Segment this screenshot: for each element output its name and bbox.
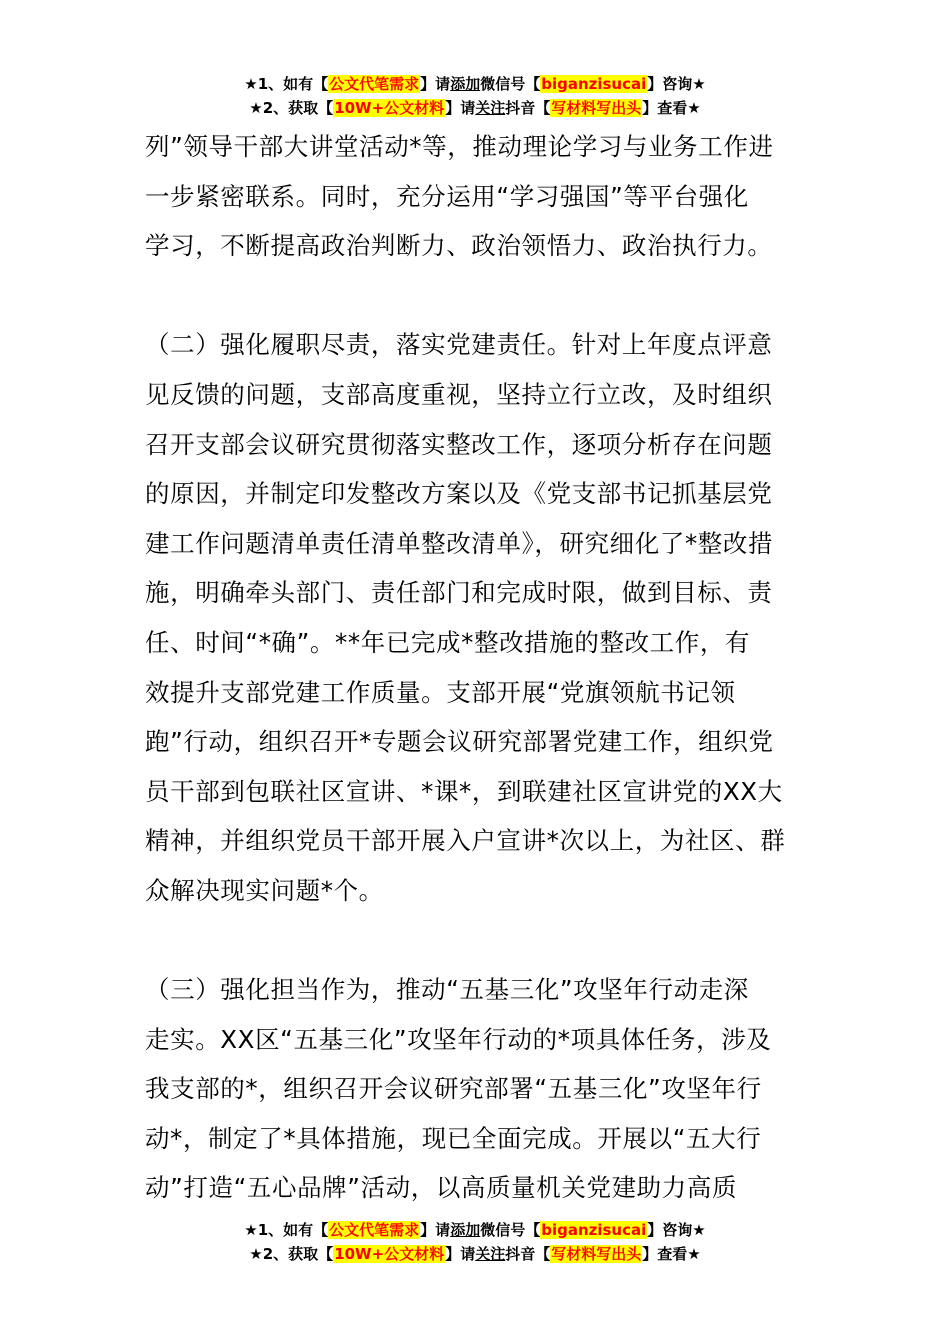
paragraph-continuation xyxy=(145,122,810,271)
promo-highlight: 写材料写出头 xyxy=(551,99,642,117)
promo-line-2: ★2、获取【10W+公文材料】请关注抖音【写材料写出头】查看★ xyxy=(249,1245,701,1263)
text-line: 众解决现实问题*个。 xyxy=(145,875,384,905)
text-line: 走实。XX区“五基三化”攻坚年行动的*项具体任务，涉及 xyxy=(145,1024,772,1054)
promo-highlight: 写材料写出头 xyxy=(551,1245,642,1263)
text-line: 跑”行动，组织召开*专题会议研究部署党建工作，组织党 xyxy=(145,727,774,757)
promo-highlight: 10W+公文材料 xyxy=(334,1245,445,1263)
promo-line-1: ★1、如有【公文代笔需求】请添加微信号【biganzisucai】咨询★ xyxy=(244,75,706,93)
document-body xyxy=(145,122,810,1213)
text-line: 员干部到包联社区宣讲、*课*，到联建社区宣讲党的XX大 xyxy=(145,776,783,806)
promo-line-2: ★2、获取【10W+公文材料】请关注抖音【写材料写出头】查看★ xyxy=(249,99,701,117)
promo-highlight: 公文代笔需求 xyxy=(329,75,420,93)
text-line: 动*，制定了*具体措施，现已全面完成。开展以“五大行 xyxy=(145,1123,762,1153)
footer-promo-banner xyxy=(0,1218,950,1266)
text-line: 我支部的*，组织召开会议研究部署“五基三化”攻坚年行 xyxy=(145,1074,762,1104)
paragraph-gap xyxy=(145,271,810,321)
promo-highlight: biganzisucai xyxy=(541,1221,647,1239)
text-line: （三）强化担当作为，推动“五基三化”攻坚年行动走深 xyxy=(145,975,749,1005)
text-line: （二）强化履职尽责，落实党建责任。针对上年度点评意 xyxy=(145,330,773,360)
promo-highlight: 10W+公文材料 xyxy=(334,99,445,117)
promo-line-1: ★1、如有【公文代笔需求】请添加微信号【biganzisucai】咨询★ xyxy=(244,1221,706,1239)
text-line: 召开支部会议研究贯彻落实整改工作，逐项分析存在问题 xyxy=(145,429,773,459)
text-line: 任、时间“*确”。**年已完成*整改措施的整改工作，有 xyxy=(145,627,751,657)
header-promo-banner xyxy=(0,72,950,120)
text-line: 一步紧密联系。同时，充分运用“学习强国”等平台强化 xyxy=(145,181,749,211)
text-line: 的原因，并制定印发整改方案以及《党支部书记抓基层党 xyxy=(145,479,773,509)
paragraph-gap xyxy=(145,916,810,966)
promo-highlight: 公文代笔需求 xyxy=(329,1221,420,1239)
paragraph-section-2 xyxy=(145,320,810,915)
paragraph-section-3 xyxy=(145,965,810,1213)
text-line: 施，明确牵头部门、责任部门和完成时限，做到目标、责 xyxy=(145,578,773,608)
text-line: 列”领导干部大讲堂活动*等，推动理论学习与业务工作进 xyxy=(145,132,774,161)
promo-highlight: biganzisucai xyxy=(541,75,647,93)
text-line: 效提升支部党建工作质量。支部开展“党旗领航书记领 xyxy=(145,677,736,707)
text-line: 学习，不断提高政治判断力、政治领悟力、政治执行力。 xyxy=(145,231,773,261)
text-line: 建工作问题清单责任清单整改清单》，研究细化了*整改措 xyxy=(145,528,774,558)
text-line: 动”打造“五心品牌”活动，以高质量机关党建助力高质 xyxy=(145,1173,738,1203)
text-line: 精神，并组织党员干部开展入户宣讲*次以上，为社区、群 xyxy=(145,826,786,856)
text-line: 见反馈的问题，支部高度重视，坚持立行立改，及时组织 xyxy=(145,379,773,409)
